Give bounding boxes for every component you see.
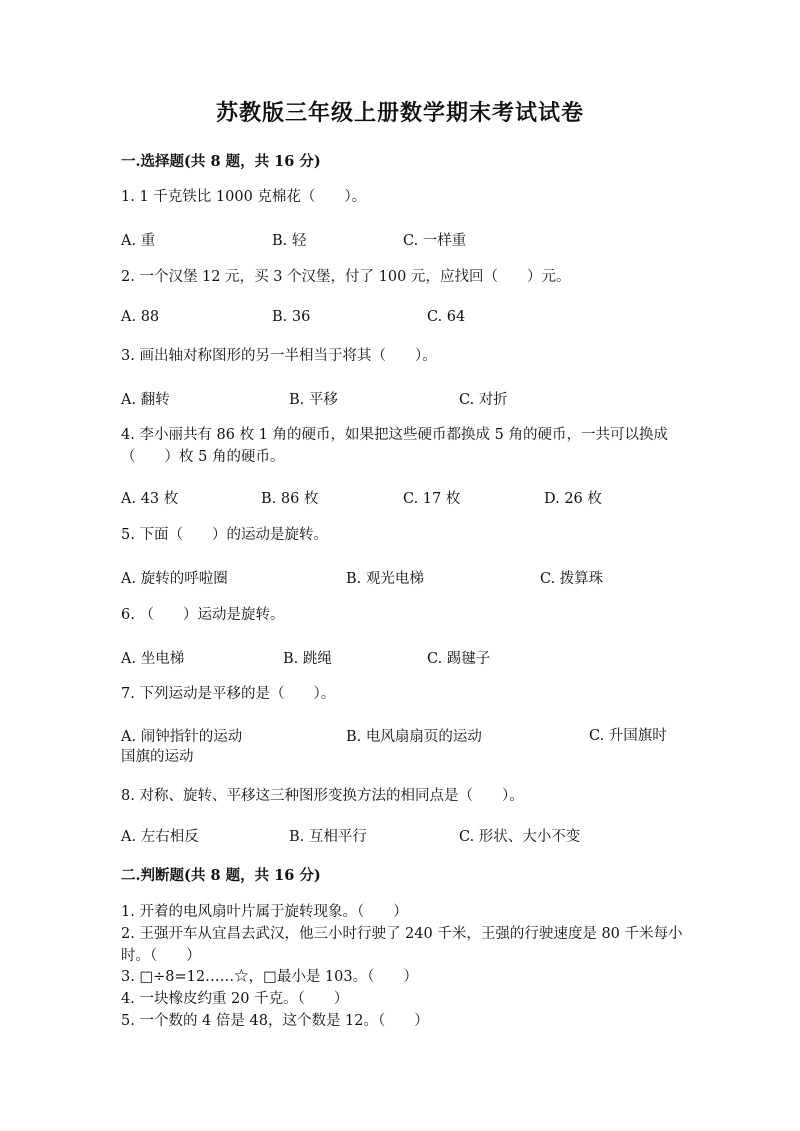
q7-option-c-flow <box>121 726 681 770</box>
judge-item-3: 3. □÷8=12……☆，□最小是 103。（ ） <box>121 969 418 985</box>
question-2: 2. 一个汉堡 12 元，买 3 个汉堡，付了 100 元，应找回（ ）元。 <box>121 269 571 285</box>
q2-option-a: A. 88 <box>121 309 160 325</box>
q1-option-c: C. 一样重 <box>403 233 467 249</box>
question-8: 8. 对称、旋转、平移这三种图形变换方法的相同点是（ ）。 <box>121 788 524 804</box>
q4-option-a: A. 43 枚 <box>121 491 179 507</box>
q5-option-c: C. 拨算珠 <box>540 571 604 587</box>
q7-option-b: B. 电风扇扇页的运动 <box>346 729 482 745</box>
q4-option-b: B. 86 枚 <box>261 491 319 507</box>
q3-option-a: A. 翻转 <box>121 392 170 408</box>
q6-option-a: A. 坐电梯 <box>121 651 185 667</box>
question-6: 6. （ ）运动是旋转。 <box>121 607 285 623</box>
judge-item-4: 4. 一块橡皮约重 20 千克。（ ） <box>121 991 349 1007</box>
q1-option-a: A. 重 <box>121 233 156 249</box>
q3-option-b: B. 平移 <box>289 392 338 408</box>
q8-option-b: B. 互相平行 <box>289 829 367 845</box>
q6-option-b: B. 跳绳 <box>283 651 332 667</box>
judge-item-2: 2. 王强开车从宜昌去武汉，他三小时行驶了 240 千米，王强的行驶速度是 80 千米每小时。（ ） <box>121 926 683 964</box>
judge-item-5: 5. 一个数的 4 倍是 48，这个数是 12。（ ） <box>121 1013 429 1029</box>
q8-option-c: C. 形状、大小不变 <box>459 829 581 845</box>
q2-option-c: C. 64 <box>427 309 466 325</box>
q1-option-b: B. 轻 <box>272 233 307 249</box>
q7-option-a: A. 闹钟指针的运动 <box>121 729 243 745</box>
question-1: 1. 1 千克铁比 1000 克棉花（ ）。 <box>121 189 367 205</box>
q5-option-a: A. 旋转的呼啦圈 <box>121 571 228 587</box>
question-3: 3. 画出轴对称图形的另一半相当于将其（ ）。 <box>121 348 437 364</box>
q8-option-a: A. 左右相反 <box>121 829 199 845</box>
judge-item-1: 1. 开着的电风扇叶片属于旋转现象。（ ） <box>121 904 408 920</box>
q3-option-c: C. 对折 <box>459 392 508 408</box>
q4-option-c: C. 17 枚 <box>403 491 461 507</box>
question-4: 4. 李小丽共有 86 枚 1 角的硬币，如果把这些硬币都换成 5 角的硬币，一共可以换成（ ）枚 5 角的硬币。 <box>121 427 668 465</box>
section-heading-choice: 一.选择题(共 8 题，共 16 分) <box>121 153 321 170</box>
q7-option-c: C. 升国旗时国旗的运动 <box>121 728 667 765</box>
question-7: 7. 下列运动是平移的是（ ）。 <box>121 686 336 702</box>
question-5: 5. 下面（ ）的运动是旋转。 <box>121 527 328 543</box>
q4-option-d: D. 26 枚 <box>544 491 602 507</box>
page-title: 苏教版三年级上册数学期末考试试卷 <box>215 100 584 126</box>
q6-option-c: C. 踢毽子 <box>427 651 491 667</box>
q5-option-b: B. 观光电梯 <box>346 571 424 587</box>
section-heading-judge: 二.判断题(共 8 题，共 16 分) <box>121 867 321 884</box>
q2-option-b: B. 36 <box>272 309 311 325</box>
